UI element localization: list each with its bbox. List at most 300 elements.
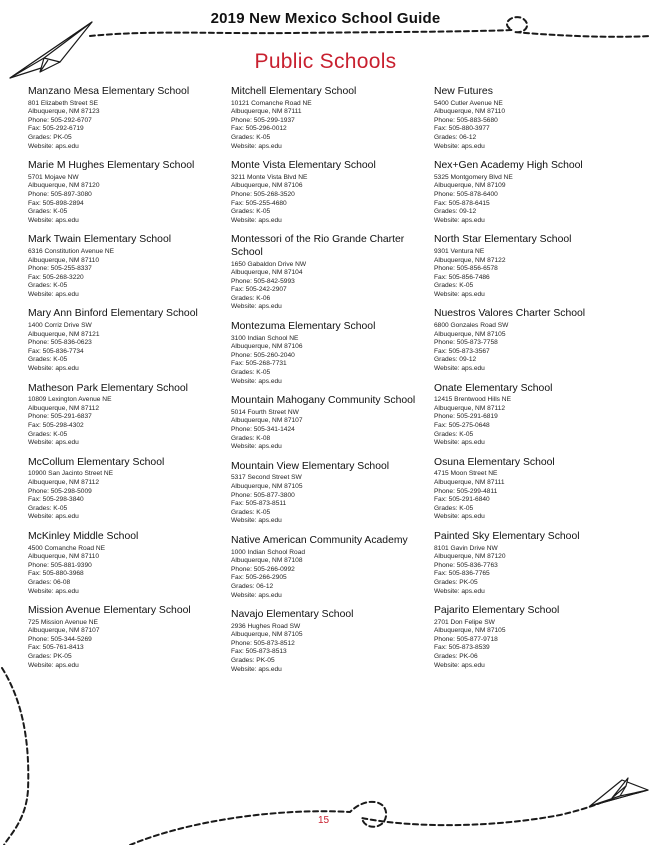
school-fax-label: Fax: xyxy=(434,125,449,133)
school-grades-label: Grades: xyxy=(434,430,460,438)
school-fax-label: Fax: xyxy=(231,574,246,582)
school-phone-label: Phone: xyxy=(434,487,457,495)
school-website xyxy=(231,443,431,452)
school-phone xyxy=(28,413,228,422)
school-website xyxy=(28,143,228,152)
school-entry xyxy=(231,609,431,674)
school-grades-label: Grades: xyxy=(231,508,257,516)
school-grades-value: PK-05 xyxy=(53,133,72,141)
school-city: Albuquerque, NM 87112 xyxy=(28,478,99,486)
section-title: Public Schools xyxy=(254,50,397,73)
school-grades-label: Grades: xyxy=(28,504,54,512)
school-website-label: Website: xyxy=(231,517,259,525)
school-phone-label: Phone: xyxy=(434,190,457,198)
school-fax xyxy=(231,286,431,295)
school-fax xyxy=(231,200,431,209)
school-entry xyxy=(28,531,228,596)
school-grades-label: Grades: xyxy=(28,282,54,290)
school-name: McKinley Middle School xyxy=(28,530,139,542)
school-website-value: aps.edu xyxy=(461,216,485,224)
school-website-label: Website: xyxy=(434,513,462,521)
school-website xyxy=(28,217,228,226)
school-phone xyxy=(434,636,634,645)
school-phone-label: Phone: xyxy=(28,413,51,421)
school-fax-label: Fax: xyxy=(231,286,246,294)
school-grades xyxy=(434,208,634,217)
school-website xyxy=(231,666,431,675)
school-phone-value: 505-877-3800 xyxy=(253,491,295,499)
school-fax-value: 505-292-6719 xyxy=(42,125,84,133)
school-phone-value: 505-873-7758 xyxy=(456,339,498,347)
school-phone-label: Phone: xyxy=(434,339,457,347)
school-fax-value: 505-880-3968 xyxy=(42,570,84,578)
school-fax-label: Fax: xyxy=(28,273,43,281)
school-fax-value: 505-880-3977 xyxy=(448,125,490,133)
school-fax xyxy=(231,500,431,509)
school-name: Monte Vista Elementary School xyxy=(231,160,376,172)
school-phone-value: 505-881-9390 xyxy=(50,561,92,569)
school-address: 5400 Cutler Avenue NE xyxy=(434,99,503,107)
school-fax-value: 505-836-7765 xyxy=(448,570,490,578)
school-name: Mitchell Elementary School xyxy=(231,86,357,97)
school-grades-label: Grades: xyxy=(231,657,257,665)
school-website-value: aps.edu xyxy=(258,665,282,673)
paper-airplane-icon xyxy=(590,778,648,806)
school-phone-label: Phone: xyxy=(28,487,51,495)
school-entry xyxy=(434,234,634,299)
school-grades xyxy=(434,431,634,440)
school-fax-label: Fax: xyxy=(231,199,246,207)
school-fax-label: Fax: xyxy=(231,500,246,508)
school-website xyxy=(434,143,634,152)
school-website-label: Website: xyxy=(434,439,462,447)
school-grades-label: Grades: xyxy=(434,356,460,364)
school-address: 1650 Gabaldon Drive NW xyxy=(231,260,307,268)
school-phone-label: Phone: xyxy=(231,426,254,433)
school-website xyxy=(28,662,228,671)
school-grades-value: K-06 xyxy=(256,294,271,302)
school-fax xyxy=(28,570,228,579)
school-phone xyxy=(231,278,431,287)
school-name: North Star Elementary School xyxy=(434,234,572,246)
school-name: Mission Avenue Elementary School xyxy=(28,605,191,617)
school-website-value: aps.edu xyxy=(461,587,485,595)
school-grades-value: PK-05 xyxy=(459,578,478,586)
school-website-label: Website: xyxy=(28,290,56,298)
school-grades-label: Grades: xyxy=(434,653,460,661)
school-fax-label: Fax: xyxy=(434,644,449,652)
school-city: Albuquerque, NM 87104 xyxy=(231,269,303,277)
school-phone-label: Phone: xyxy=(28,561,51,569)
school-address: 8101 Gavin Drive NW xyxy=(434,544,498,552)
school-website-value: aps.edu xyxy=(461,142,485,150)
school-website-value: aps.edu xyxy=(55,142,79,150)
school-entry xyxy=(28,234,228,299)
school-website-value: aps.edu xyxy=(461,513,485,521)
school-grades xyxy=(434,579,634,588)
school-city: Albuquerque, NM 87120 xyxy=(434,553,506,561)
school-grades-label: Grades: xyxy=(231,369,257,377)
school-name: Marie M Hughes Elementary School xyxy=(28,160,195,172)
school-grades-label: Grades: xyxy=(434,504,460,512)
school-phone xyxy=(434,488,634,497)
school-website-label: Website: xyxy=(28,142,56,150)
school-address: 10121 Comanche Road NE xyxy=(231,99,312,107)
school-phone-value: 505-299-4811 xyxy=(456,487,498,495)
school-grades xyxy=(231,583,431,592)
school-phone xyxy=(28,191,228,200)
school-phone-value: 505-298-5009 xyxy=(50,487,92,495)
school-entry xyxy=(28,308,228,373)
school-name: Osuna Elementary School xyxy=(434,456,555,468)
school-website-label: Website: xyxy=(434,365,462,373)
school-address: 12415 Brentwood Hills NE xyxy=(434,396,511,404)
school-fax-value: 505-296-0012 xyxy=(245,125,287,133)
school-entry xyxy=(231,234,431,312)
school-address: 5014 Fourth Street NW xyxy=(231,408,299,416)
school-website-value: aps.edu xyxy=(461,439,485,447)
school-website-value: aps.edu xyxy=(461,290,485,298)
school-fax-label: Fax: xyxy=(434,496,449,504)
school-grades xyxy=(231,295,431,304)
school-entry xyxy=(231,535,431,600)
school-city: Albuquerque, NM 87105 xyxy=(231,631,303,639)
school-phone-value: 505-255-8337 xyxy=(50,265,92,273)
school-fax-value: 505-873-3567 xyxy=(448,347,490,355)
school-website-label: Website: xyxy=(28,661,56,669)
school-grades-label: Grades: xyxy=(28,133,54,141)
school-entry xyxy=(231,461,431,526)
school-phone-label: Phone: xyxy=(28,116,51,124)
school-fax-label: Fax: xyxy=(28,422,43,429)
school-phone-value: 505-344-5269 xyxy=(50,635,92,643)
school-phone-value: 505-266-0992 xyxy=(253,565,295,573)
school-fax-value: 505-873-8513 xyxy=(245,648,287,656)
school-phone xyxy=(434,265,634,274)
school-phone xyxy=(434,413,634,422)
school-phone xyxy=(434,191,634,200)
school-phone-label: Phone: xyxy=(231,277,254,285)
school-fax xyxy=(28,274,228,283)
school-website xyxy=(434,513,634,522)
school-phone-label: Phone: xyxy=(231,190,254,198)
school-phone-label: Phone: xyxy=(434,413,457,421)
school-website-label: Website: xyxy=(231,216,259,224)
school-fax-value: 505-242-2907 xyxy=(245,286,287,294)
school-website xyxy=(231,378,431,387)
school-website-value: aps.edu xyxy=(55,216,79,224)
school-entry xyxy=(434,308,634,373)
school-grades-label: Grades: xyxy=(434,282,460,290)
school-phone xyxy=(434,339,634,348)
school-phone-value: 505-291-6837 xyxy=(50,413,92,421)
school-city: Albuquerque, NM 87107 xyxy=(28,627,100,635)
school-fax xyxy=(231,360,431,369)
school-fax xyxy=(28,125,228,134)
school-website-value: aps.edu xyxy=(461,365,485,373)
school-phone-value: 505-873-8512 xyxy=(253,639,295,647)
school-phone-label: Phone: xyxy=(231,351,254,359)
school-city: Albuquerque, NM 87109 xyxy=(434,182,506,190)
school-grades xyxy=(28,431,228,440)
school-grades xyxy=(28,505,228,514)
school-fax-label: Fax: xyxy=(434,570,449,578)
school-website-value: aps.edu xyxy=(258,517,282,525)
school-grades-value: K-05 xyxy=(256,369,271,377)
school-phone-label: Phone: xyxy=(28,190,51,198)
school-phone xyxy=(28,265,228,274)
school-grades-value: PK-05 xyxy=(53,653,72,661)
school-website xyxy=(231,143,431,152)
school-entry xyxy=(231,395,431,452)
school-website xyxy=(434,291,634,300)
school-phone-label: Phone: xyxy=(434,561,457,569)
school-entry xyxy=(28,457,228,522)
school-entry xyxy=(28,160,228,225)
school-name: Matheson Park Elementary School xyxy=(28,382,188,394)
school-grades xyxy=(28,653,228,662)
school-entry xyxy=(28,605,228,670)
school-phone xyxy=(28,339,228,348)
school-phone-value: 505-299-1937 xyxy=(253,116,295,124)
school-website-value: aps.edu xyxy=(55,365,79,373)
school-website xyxy=(28,291,228,300)
school-phone-value: 505-292-6707 xyxy=(50,116,92,124)
school-address: 9301 Ventura NE xyxy=(434,247,485,255)
school-name: Navajo Elementary School xyxy=(231,609,354,621)
school-website-value: aps.edu xyxy=(258,216,282,224)
school-fax xyxy=(434,496,634,505)
school-grades-label: Grades: xyxy=(434,208,460,216)
column-1 xyxy=(28,86,228,679)
school-grades-value: K-05 xyxy=(53,356,68,364)
school-website-value: aps.edu xyxy=(55,587,79,595)
school-phone xyxy=(28,636,228,645)
school-city: Albuquerque, NM 87111 xyxy=(434,478,505,486)
school-phone-value: 505-291-6819 xyxy=(456,413,498,421)
school-entry xyxy=(434,160,634,225)
school-address: 5317 Second Street SW xyxy=(231,474,302,482)
school-phone-value: 505-856-6578 xyxy=(456,265,498,273)
school-website-label: Website: xyxy=(28,513,56,521)
school-city: Albuquerque, NM 87110 xyxy=(434,108,505,116)
school-website-value: aps.edu xyxy=(461,661,485,669)
school-fax-value: 505-268-7731 xyxy=(245,360,287,368)
school-website xyxy=(434,439,634,448)
school-website xyxy=(28,513,228,522)
school-grades xyxy=(434,282,634,291)
school-fax xyxy=(434,125,634,134)
school-fax-value: 505-873-8539 xyxy=(448,644,490,652)
school-fax xyxy=(231,125,431,134)
column-3 xyxy=(434,86,634,679)
column-2 xyxy=(231,86,431,683)
school-phone xyxy=(28,562,228,571)
school-city: Albuquerque, NM 87112 xyxy=(434,404,505,412)
school-website-label: Website: xyxy=(28,365,56,373)
school-address: 3211 Monte Vista Blvd NE xyxy=(231,173,308,181)
school-phone-label: Phone: xyxy=(231,639,254,647)
school-fax-value: 505-298-3840 xyxy=(42,496,84,504)
school-entry xyxy=(231,86,431,151)
school-fax-value: 505-856-7486 xyxy=(448,273,490,281)
school-grades-label: Grades: xyxy=(434,578,460,586)
school-grades xyxy=(28,208,228,217)
school-grades-value: K-05 xyxy=(53,282,68,290)
school-website-label: Website: xyxy=(434,587,462,595)
school-grades-label: Grades: xyxy=(28,653,54,661)
school-website xyxy=(434,217,634,226)
school-name: Mary Ann Binford Elementary School xyxy=(28,308,198,320)
school-website-label: Website: xyxy=(28,439,56,447)
school-fax-label: Fax: xyxy=(231,648,246,656)
school-city: Albuquerque, NM 87110 xyxy=(28,256,99,264)
school-grades-label: Grades: xyxy=(28,356,54,364)
school-entry xyxy=(434,605,634,670)
school-phone-label: Phone: xyxy=(28,265,51,273)
school-website xyxy=(28,588,228,597)
school-website-label: Website: xyxy=(434,661,462,669)
school-entry xyxy=(28,383,228,448)
school-name: Mark Twain Elementary School xyxy=(28,234,172,246)
school-grades xyxy=(231,435,431,444)
school-entry xyxy=(434,86,634,151)
school-fax-value: 505-291-6840 xyxy=(448,496,490,504)
school-website xyxy=(28,365,228,374)
school-grades-label: Grades: xyxy=(231,582,257,590)
school-name: Mountain Mahogany Community School xyxy=(231,395,416,407)
page-number: 15 xyxy=(318,815,330,826)
school-grades xyxy=(28,282,228,291)
school-fax-value: 505-878-6415 xyxy=(448,199,490,207)
school-address: 5701 Mojave NW xyxy=(28,173,79,181)
school-fax-label: Fax: xyxy=(28,496,43,504)
school-fax-value: 505-298-4302 xyxy=(42,422,84,429)
school-phone xyxy=(231,492,431,501)
school-website-label: Website: xyxy=(231,591,259,599)
school-fax xyxy=(28,348,228,357)
school-grades xyxy=(28,356,228,365)
school-fax-label: Fax: xyxy=(434,347,449,355)
school-phone xyxy=(434,117,634,126)
school-grades xyxy=(434,653,634,662)
school-city: Albuquerque, NM 87105 xyxy=(231,482,303,490)
school-phone xyxy=(434,562,634,571)
school-address: 6316 Constitution Avenue NE xyxy=(28,247,115,255)
school-fax-label: Fax: xyxy=(28,644,43,652)
school-name: Native American Community Academy xyxy=(231,534,408,546)
school-grades-value: 06-12 xyxy=(459,133,477,141)
school-fax xyxy=(434,200,634,209)
school-grades xyxy=(231,657,431,666)
school-address: 5325 Montgomery Blvd NE xyxy=(434,173,513,181)
school-grades xyxy=(434,356,634,365)
school-grades-value: PK-05 xyxy=(256,657,275,665)
school-address: 2936 Hughes Road SW xyxy=(231,622,301,630)
school-fax-label: Fax: xyxy=(231,125,246,133)
school-website-label: Website: xyxy=(434,216,462,224)
school-phone-value: 505-897-3080 xyxy=(50,190,92,198)
school-city: Albuquerque, NM 87121 xyxy=(28,330,100,338)
school-grades-value: PK-06 xyxy=(459,653,478,661)
school-grades xyxy=(28,134,228,143)
school-grades-value: K-08 xyxy=(256,434,271,442)
school-phone xyxy=(28,488,228,497)
school-city: Albuquerque, NM 87105 xyxy=(434,627,506,635)
school-address: 3100 Indian School NE xyxy=(231,334,299,342)
school-website xyxy=(231,303,431,312)
school-fax xyxy=(434,274,634,283)
school-website-value: aps.edu xyxy=(258,142,282,150)
school-phone xyxy=(231,191,431,200)
school-fax xyxy=(28,644,228,653)
school-address: 2701 Don Felipe SW xyxy=(434,618,495,626)
school-fax xyxy=(434,348,634,357)
school-city: Albuquerque, NM 87106 xyxy=(231,343,303,351)
school-phone-label: Phone: xyxy=(28,339,51,347)
school-phone xyxy=(231,426,431,435)
school-city: Albuquerque, NM 87120 xyxy=(28,182,100,190)
school-city: Albuquerque, NM 87107 xyxy=(231,417,303,425)
school-name: Nuestros Valores Charter School xyxy=(434,308,586,320)
school-name: Montessori of the Rio Grande Charter School xyxy=(231,234,405,258)
school-fax-value: 505-268-3220 xyxy=(42,273,84,281)
school-grades-value: K-05 xyxy=(256,508,271,516)
school-name: Montezuma Elementary School xyxy=(231,321,376,333)
school-phone-value: 505-878-6400 xyxy=(456,190,498,198)
school-website xyxy=(28,439,228,448)
school-website-label: Website: xyxy=(231,142,259,150)
school-grades-value: K-05 xyxy=(256,208,271,216)
school-phone-label: Phone: xyxy=(434,635,457,643)
school-website-label: Website: xyxy=(231,443,259,451)
school-city: Albuquerque, NM 87122 xyxy=(434,256,506,264)
school-address: 1400 Corriz Drive SW xyxy=(28,322,92,330)
school-fax xyxy=(434,422,634,431)
school-grades xyxy=(231,509,431,518)
school-website-value: aps.edu xyxy=(258,443,282,451)
school-grades-value: K-05 xyxy=(53,208,68,216)
school-website-label: Website: xyxy=(434,290,462,298)
school-grades xyxy=(28,579,228,588)
school-fax-value: 505-873-8511 xyxy=(245,500,287,508)
school-website-value: aps.edu xyxy=(55,290,79,298)
school-city: Albuquerque, NM 87108 xyxy=(231,557,303,565)
school-grades-label: Grades: xyxy=(231,208,257,216)
school-grades-value: K-05 xyxy=(459,430,474,438)
school-website-value: aps.edu xyxy=(258,303,282,311)
school-grades-label: Grades: xyxy=(231,133,257,141)
school-phone xyxy=(28,117,228,126)
school-grades-label: Grades: xyxy=(28,208,54,216)
school-address: 4715 Moon Street NE xyxy=(434,470,498,478)
school-fax-label: Fax: xyxy=(28,199,43,207)
school-city: Albuquerque, NM 87110 xyxy=(28,553,99,561)
school-website-value: aps.edu xyxy=(258,377,282,385)
school-phone xyxy=(231,566,431,575)
school-grades-label: Grades: xyxy=(28,578,54,586)
school-fax-value: 505-255-4680 xyxy=(245,199,287,207)
school-phone-value: 505-877-9718 xyxy=(456,635,498,643)
school-name: McCollum Elementary School xyxy=(28,456,165,468)
school-entry xyxy=(28,86,228,151)
school-website-label: Website: xyxy=(28,216,56,224)
school-grades-value: 06-08 xyxy=(53,578,71,586)
school-grades xyxy=(231,369,431,378)
school-website-label: Website: xyxy=(231,377,259,385)
school-grades-value: 06-12 xyxy=(256,582,274,590)
school-website xyxy=(231,517,431,526)
